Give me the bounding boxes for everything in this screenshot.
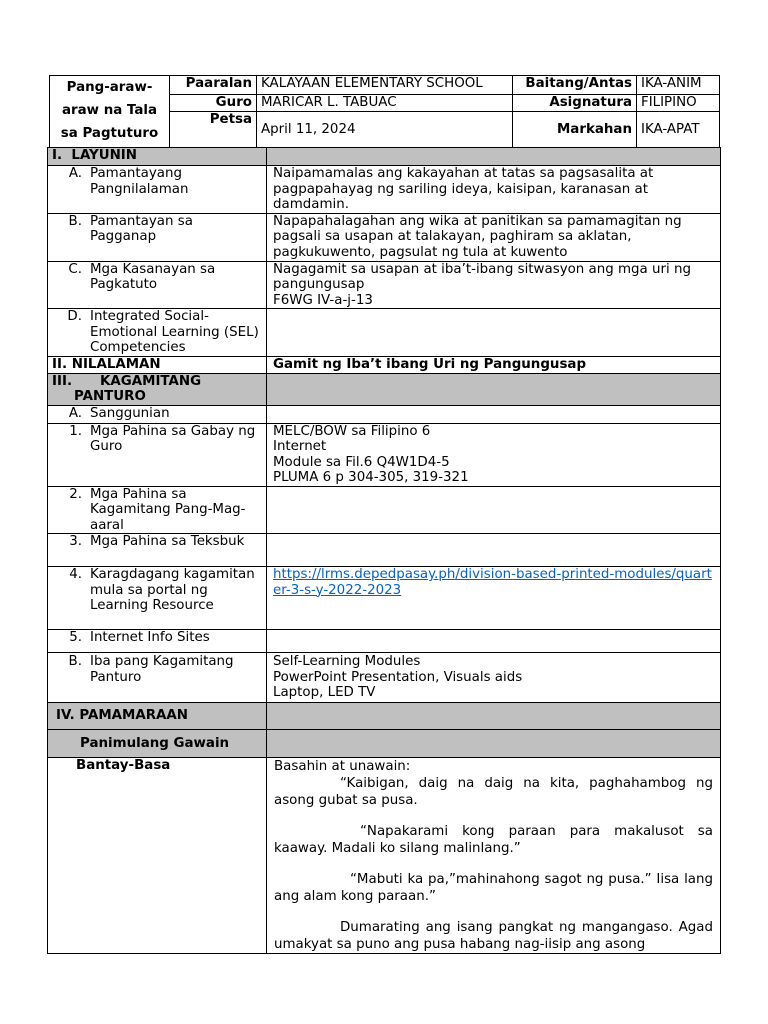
resource-item-label: 5. Internet Info Sites bbox=[48, 630, 267, 653]
resource-item-label: 1. Mga Pahina sa Gabay ng Guro bbox=[48, 423, 267, 486]
asignatura-label: Asignatura bbox=[513, 95, 637, 112]
markahan-value: IKA-APAT bbox=[637, 112, 720, 148]
layunin-row-label: D. Integrated Social-Emotional Learning (SEL) Competencies bbox=[48, 309, 267, 357]
guro-value: MARICAR L. TABUAC bbox=[257, 95, 513, 112]
paaralan-label: Paaralan bbox=[170, 76, 257, 95]
nilalaman-heading: II. NILALAMAN bbox=[48, 356, 267, 373]
resource-item-label: 2. Mga Pahina sa Kagamitang Pang-Mag-aaral bbox=[48, 486, 267, 534]
layunin-row-label: B. Pamantayan sa Pagganap bbox=[48, 213, 267, 261]
layunin-row-label: A. Pamantayang Pangnilalaman bbox=[48, 166, 267, 214]
kagamitan-heading: III. KAGAMITANG PANTURO bbox=[48, 373, 267, 405]
competency-code: F6WG IV-a-j-13 bbox=[273, 292, 373, 308]
layunin-row-label: C. Mga Kasanayan sa Pagkatuto bbox=[48, 261, 267, 309]
pamamaraan-heading: IV. PAMAMARAAN bbox=[48, 703, 267, 730]
layunin-row-value: Nagagamit sa usapan at iba’t-ibang sitwasyon ang mga uri ng pangungusap F6WG IV-a-j-13 bbox=[267, 261, 721, 309]
header-table bbox=[49, 75, 720, 148]
paaralan-value: KALAYAAN ELEMENTARY SCHOOL bbox=[257, 76, 513, 95]
layunin-row-value: Napapahalagahan ang wika at panitikan sa pamamagitan ng pagsali sa usapan at talakayan, paghiram sa aklatan, pagkukuwento, pagsulat ng tula at kuwento bbox=[267, 213, 721, 261]
petsa-label: Petsa bbox=[170, 112, 257, 148]
sanggunian-label: A. Sanggunian bbox=[48, 405, 267, 423]
nilalaman-value: Gamit ng Iba’t ibang Uri ng Pangungusap bbox=[267, 356, 721, 373]
bantay-basa-content: Basahin at unawain: “Kaibigan, daig na daig na kita, paghahambog ng asong gubat sa pusa. “Napakarami kong paraan para makalusot sa kaaway. Madali ko silang malinlang.” “Mabuti ka pa,”mahinahong sagot ng pusa.” Iisa lang ang alam kong paraan.” Dumarating ang isang pangkat ng mangangaso. Agad umakyat sa puno ang pusa habang nag-iisip ang asong bbox=[267, 758, 721, 954]
resource-item-value: MELC/BOW sa Filipino 6 Internet Module sa Fil.6 Q4W1D4-5 PLUMA 6 p 304-305, 319-321 bbox=[267, 423, 721, 486]
layunin-row-value bbox=[267, 309, 721, 357]
asignatura-value: FILIPINO bbox=[637, 95, 720, 112]
iba-pang-value: Self-Learning Modules PowerPoint Presentation, Visuals aids Laptop, LED TV bbox=[267, 653, 721, 703]
bantay-basa-label: Bantay-Basa bbox=[48, 758, 267, 954]
lrms-link[interactable]: https://lrms.depedpasay.ph/division-based-printed-modules/quarter-3-s-y-2022-2023 bbox=[273, 567, 712, 598]
panimulang-gawain-heading: Panimulang Gawain bbox=[48, 730, 267, 758]
petsa-value: April 11, 2024 bbox=[257, 112, 513, 148]
baitang-label: Baitang/Antas bbox=[513, 76, 637, 95]
lesson-table bbox=[47, 147, 721, 954]
iba-pang-label: B. Iba pang Kagamitang Panturo bbox=[48, 653, 267, 703]
resource-item-label: 3. Mga Pahina sa Teksbuk bbox=[48, 534, 267, 567]
baitang-value: IKA-ANIM bbox=[637, 76, 720, 95]
resource-item-label: 4. Karagdagang kagamitan mula sa portal ng Learning Resource bbox=[48, 567, 267, 630]
guro-label: Guro bbox=[170, 95, 257, 112]
plan-title: Pang-araw- araw na Tala sa Pagtuturo bbox=[50, 76, 170, 148]
markahan-label: Markahan bbox=[513, 112, 637, 148]
layunin-row-value: Naipamamalas ang kakayahan at tatas sa pagsasalita at pagpapahayag ng sariling ideya, kaisipan, karanasan at damdamin. bbox=[267, 166, 721, 214]
layunin-heading: I. LAYUNIN bbox=[48, 148, 267, 166]
